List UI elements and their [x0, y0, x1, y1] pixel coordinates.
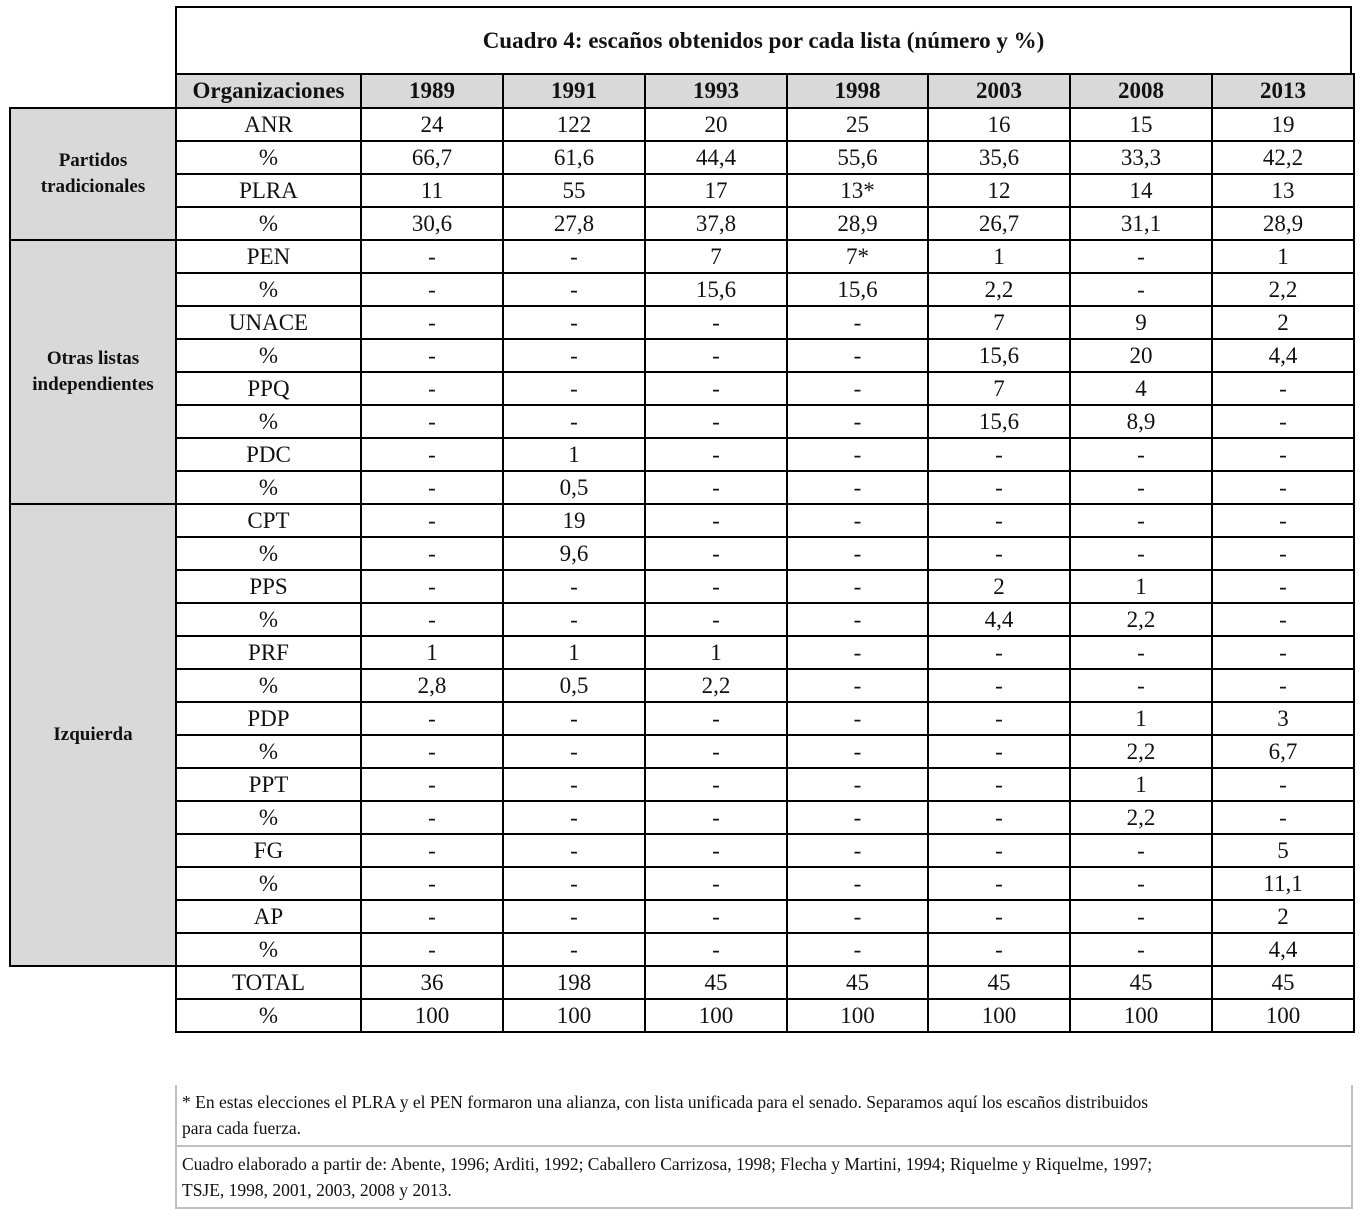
cell-value: - [928, 834, 1070, 867]
cell-value: - [928, 900, 1070, 933]
table-row [176, 933, 1354, 966]
source-line1: Cuadro elaborado a partir de: Abente, 1996; Arditi, 1992; Caballero Carrizosa, 1998; Flecha y Martini, 1994; Riquelme y Riquelme, 1997; [182, 1154, 1153, 1174]
cell-value: 19 [1212, 108, 1354, 141]
row-organization: PPT [176, 768, 361, 801]
table-row [176, 702, 1354, 735]
cell-value: 9,6 [503, 537, 645, 570]
table-row [176, 372, 1354, 405]
cell-value: - [928, 504, 1070, 537]
cell-value: 42,2 [1212, 141, 1354, 174]
table-row [176, 603, 1354, 636]
cell-value: - [1070, 834, 1212, 867]
table-row [176, 867, 1354, 900]
cell-value: 11 [361, 174, 503, 207]
table-row [176, 405, 1354, 438]
footnote [175, 1085, 1353, 1147]
cell-value: - [928, 768, 1070, 801]
cell-value: 28,9 [1212, 207, 1354, 240]
cell-value: - [503, 603, 645, 636]
header-year: 2013 [1212, 74, 1354, 108]
cell-value: 100 [503, 999, 645, 1032]
cell-value: - [787, 570, 928, 603]
cell-value: - [645, 735, 787, 768]
table-row [176, 339, 1354, 372]
table-row [176, 207, 1354, 240]
cell-value: - [1212, 372, 1354, 405]
cell-value: - [361, 372, 503, 405]
cell-value: 44,4 [645, 141, 787, 174]
cell-value: 1 [928, 240, 1070, 273]
cell-value: 2,2 [928, 273, 1070, 306]
cell-value: - [645, 405, 787, 438]
cell-value: 7* [787, 240, 928, 273]
row-organization: PDP [176, 702, 361, 735]
cell-value: 1 [503, 438, 645, 471]
table-row [176, 504, 1354, 537]
table-row [176, 834, 1354, 867]
cell-value: - [1070, 933, 1212, 966]
cell-value: - [787, 405, 928, 438]
cell-value: 4,4 [1212, 933, 1354, 966]
table-row [176, 999, 1354, 1032]
cell-value: - [1212, 603, 1354, 636]
cell-value: 0,5 [503, 471, 645, 504]
cell-value: - [1212, 405, 1354, 438]
cell-value: - [787, 306, 928, 339]
row-organization: PDC [176, 438, 361, 471]
cell-value: - [503, 834, 645, 867]
cell-value: - [645, 471, 787, 504]
cell-value: 100 [361, 999, 503, 1032]
seats-table [175, 73, 1355, 1033]
cell-value: - [503, 702, 645, 735]
cell-value: - [1212, 504, 1354, 537]
cell-value: 2 [1212, 306, 1354, 339]
cell-value: - [645, 306, 787, 339]
row-organization: UNACE [176, 306, 361, 339]
cell-value: - [787, 372, 928, 405]
cell-value: - [361, 702, 503, 735]
cell-value: 1 [1070, 768, 1212, 801]
cell-value: 2 [1212, 900, 1354, 933]
row-organization: % [176, 537, 361, 570]
cell-value: - [1070, 669, 1212, 702]
cell-value: 100 [787, 999, 928, 1032]
cell-value: 15 [1070, 108, 1212, 141]
cell-value: 2,2 [1212, 273, 1354, 306]
cell-value: - [645, 867, 787, 900]
cell-value: - [645, 702, 787, 735]
cell-value: 8,9 [1070, 405, 1212, 438]
cell-value: 100 [1070, 999, 1212, 1032]
cell-value: - [928, 438, 1070, 471]
cell-value: - [787, 867, 928, 900]
cell-value: - [787, 768, 928, 801]
row-organization: % [176, 273, 361, 306]
cell-value: 15,6 [787, 273, 928, 306]
cell-value: - [503, 900, 645, 933]
cell-value: - [503, 339, 645, 372]
cell-value: - [361, 471, 503, 504]
row-organization: % [176, 735, 361, 768]
cell-value: 20 [645, 108, 787, 141]
cell-value: - [645, 537, 787, 570]
source-line2: TSJE, 1998, 2001, 2003, 2008 y 2013. [182, 1180, 452, 1200]
header-year: 1993 [645, 74, 787, 108]
cell-value: 100 [645, 999, 787, 1032]
cell-value: - [361, 273, 503, 306]
header-year: 1989 [361, 74, 503, 108]
cell-value: 2,2 [1070, 735, 1212, 768]
cell-value: 15,6 [928, 405, 1070, 438]
group-label-line2: tradicionales [40, 176, 146, 197]
cell-value: - [787, 603, 928, 636]
cell-value: - [1212, 636, 1354, 669]
cell-value: - [928, 933, 1070, 966]
row-organization: % [176, 141, 361, 174]
row-organization: % [176, 339, 361, 372]
table-row [176, 471, 1354, 504]
cell-value: - [787, 669, 928, 702]
row-organization: AP [176, 900, 361, 933]
table-row [176, 636, 1354, 669]
cell-value: 4,4 [1212, 339, 1354, 372]
cell-value: - [361, 438, 503, 471]
cell-value: - [787, 834, 928, 867]
group-label-line1: Partidos [58, 150, 128, 171]
cell-value: - [787, 702, 928, 735]
cell-value: - [1070, 900, 1212, 933]
cell-value: - [787, 339, 928, 372]
cell-value: - [361, 339, 503, 372]
cell-value: - [928, 702, 1070, 735]
cell-value: - [361, 240, 503, 273]
row-organization: % [176, 933, 361, 966]
cell-value: 198 [503, 966, 645, 999]
cell-value: 4,4 [928, 603, 1070, 636]
cell-value: - [928, 537, 1070, 570]
cell-value: 27,8 [503, 207, 645, 240]
cell-value: 12 [928, 174, 1070, 207]
cell-value: 3 [1212, 702, 1354, 735]
cell-value: - [361, 603, 503, 636]
table-row [176, 141, 1354, 174]
cell-value: - [928, 471, 1070, 504]
cell-value: - [645, 438, 787, 471]
cell-value: 45 [787, 966, 928, 999]
cell-value: - [1212, 537, 1354, 570]
cell-value: - [503, 801, 645, 834]
header-year: 1991 [503, 74, 645, 108]
cell-value: 100 [1212, 999, 1354, 1032]
cell-value: - [503, 933, 645, 966]
group-label-line1: Otras listas [46, 348, 140, 369]
cell-value: 20 [1070, 339, 1212, 372]
cell-value: - [928, 669, 1070, 702]
cell-value: - [503, 735, 645, 768]
row-organization: % [176, 471, 361, 504]
row-organization: PLRA [176, 174, 361, 207]
cell-value: 11,1 [1212, 867, 1354, 900]
cell-value: - [1212, 438, 1354, 471]
cell-value: 13* [787, 174, 928, 207]
row-organization: FG [176, 834, 361, 867]
cell-value: 24 [361, 108, 503, 141]
row-organization: % [176, 801, 361, 834]
cell-value: - [1070, 240, 1212, 273]
footnote-line1: * En estas elecciones el PLRA y el PEN formaron una alianza, con lista unificada para el senado. Separamos aquí los escaños distribuidos [182, 1092, 1149, 1112]
table-notes [175, 1085, 1353, 1209]
table-row [176, 735, 1354, 768]
cell-value: - [503, 867, 645, 900]
table-row [176, 801, 1354, 834]
cell-value: 30,6 [361, 207, 503, 240]
cell-value: 33,3 [1070, 141, 1212, 174]
cell-value: 9 [1070, 306, 1212, 339]
cell-value: 66,7 [361, 141, 503, 174]
cell-value: 61,6 [503, 141, 645, 174]
cell-value: - [361, 735, 503, 768]
cell-value: 2,2 [1070, 603, 1212, 636]
cell-value: 55 [503, 174, 645, 207]
row-organization: % [176, 207, 361, 240]
cell-value: 28,9 [787, 207, 928, 240]
cell-value: - [361, 405, 503, 438]
cell-value: - [1070, 438, 1212, 471]
table-row [176, 273, 1354, 306]
table-row [176, 240, 1354, 273]
cell-value: 25 [787, 108, 928, 141]
row-organization: PRF [176, 636, 361, 669]
table-row [176, 306, 1354, 339]
cell-value: - [503, 768, 645, 801]
cell-value: 7 [928, 372, 1070, 405]
table-row [176, 768, 1354, 801]
cell-value: 37,8 [645, 207, 787, 240]
cell-value: - [503, 570, 645, 603]
cell-value: - [787, 933, 928, 966]
table-row [176, 108, 1354, 141]
cell-value: - [928, 867, 1070, 900]
cell-value: - [503, 273, 645, 306]
cell-value: 0,5 [503, 669, 645, 702]
cell-value: - [645, 570, 787, 603]
cell-value: 1 [503, 636, 645, 669]
cell-value: 1 [1212, 240, 1354, 273]
cell-value: - [787, 438, 928, 471]
table-row [176, 669, 1354, 702]
cell-value: 26,7 [928, 207, 1070, 240]
cell-value: 2 [928, 570, 1070, 603]
header-organizaciones: Organizaciones [176, 74, 361, 108]
cell-value: 6,7 [1212, 735, 1354, 768]
cell-value: - [645, 603, 787, 636]
group-partidos-tradicionales [9, 107, 175, 241]
source-note [175, 1147, 1353, 1209]
cell-value: - [787, 801, 928, 834]
cell-value: 45 [645, 966, 787, 999]
cell-value: - [645, 834, 787, 867]
cell-value: - [645, 801, 787, 834]
cell-value: 55,6 [787, 141, 928, 174]
cell-value: - [1212, 570, 1354, 603]
row-organization: % [176, 405, 361, 438]
header-year: 1998 [787, 74, 928, 108]
row-organization: TOTAL [176, 966, 361, 999]
cell-value: - [1070, 273, 1212, 306]
cell-value: - [1070, 504, 1212, 537]
row-organization: PEN [176, 240, 361, 273]
cell-value: 1 [1070, 570, 1212, 603]
cell-value: - [361, 570, 503, 603]
cell-value: 2,8 [361, 669, 503, 702]
cell-value: - [361, 768, 503, 801]
group-label-line1: Izquierda [53, 724, 133, 745]
cell-value: - [361, 834, 503, 867]
row-organization: ANR [176, 108, 361, 141]
row-organization: % [176, 669, 361, 702]
cell-value: 31,1 [1070, 207, 1212, 240]
table-row [176, 174, 1354, 207]
cell-value: - [787, 636, 928, 669]
cell-value: 5 [1212, 834, 1354, 867]
table-title: Cuadro 4: escaños obtenidos por cada lista (número y %) [175, 6, 1352, 73]
table-row [176, 570, 1354, 603]
cell-value: - [645, 900, 787, 933]
cell-value: - [503, 405, 645, 438]
cell-value: - [361, 801, 503, 834]
table-row [176, 537, 1354, 570]
cell-value: 4 [1070, 372, 1212, 405]
cell-value: 7 [645, 240, 787, 273]
header-year: 2008 [1070, 74, 1212, 108]
cell-value: - [361, 504, 503, 537]
cell-value: - [503, 306, 645, 339]
cell-value: - [645, 339, 787, 372]
cell-value: - [503, 240, 645, 273]
row-organization: PPQ [176, 372, 361, 405]
cell-value: - [1070, 636, 1212, 669]
cell-value: - [645, 372, 787, 405]
cell-value: - [787, 504, 928, 537]
cell-value: 15,6 [645, 273, 787, 306]
cell-value: - [787, 471, 928, 504]
cell-value: 45 [1070, 966, 1212, 999]
cell-value: 45 [1212, 966, 1354, 999]
row-organization: % [176, 603, 361, 636]
cell-value: 1 [1070, 702, 1212, 735]
cell-value: 19 [503, 504, 645, 537]
header-row [176, 74, 1354, 108]
cell-value: - [361, 933, 503, 966]
row-organization: % [176, 999, 361, 1032]
cell-value: - [787, 735, 928, 768]
row-organization: % [176, 867, 361, 900]
table-row [176, 438, 1354, 471]
cell-value: 17 [645, 174, 787, 207]
row-organization: CPT [176, 504, 361, 537]
cell-value: - [787, 537, 928, 570]
cell-value: 122 [503, 108, 645, 141]
cell-value: - [361, 900, 503, 933]
footnote-line2: para cada fuerza. [182, 1118, 301, 1138]
cell-value: - [645, 504, 787, 537]
cell-value: - [1212, 768, 1354, 801]
cell-value: - [361, 537, 503, 570]
cell-value: - [645, 768, 787, 801]
cell-value: 16 [928, 108, 1070, 141]
cell-value: - [1070, 537, 1212, 570]
table-row [176, 900, 1354, 933]
cell-value: 14 [1070, 174, 1212, 207]
cell-value: - [1070, 471, 1212, 504]
cell-value: - [361, 867, 503, 900]
cell-value: - [928, 735, 1070, 768]
group-otras-listas [9, 239, 175, 505]
cell-value: 36 [361, 966, 503, 999]
cell-value: - [928, 801, 1070, 834]
table-row [176, 966, 1354, 999]
cell-value: - [361, 306, 503, 339]
cell-value: 1 [645, 636, 787, 669]
cell-value: - [928, 636, 1070, 669]
cell-value: - [1212, 471, 1354, 504]
cell-value: - [787, 900, 928, 933]
cell-value: 1 [361, 636, 503, 669]
group-label-line2: independientes [32, 374, 154, 395]
cell-value: - [503, 372, 645, 405]
cell-value: 13 [1212, 174, 1354, 207]
row-organization: PPS [176, 570, 361, 603]
cell-value: 2,2 [645, 669, 787, 702]
cell-value: 100 [928, 999, 1070, 1032]
cell-value: - [645, 933, 787, 966]
cell-value: 7 [928, 306, 1070, 339]
cell-value: - [1212, 801, 1354, 834]
cell-value: 45 [928, 966, 1070, 999]
cell-value: 35,6 [928, 141, 1070, 174]
cell-value: 15,6 [928, 339, 1070, 372]
cell-value: - [1070, 867, 1212, 900]
header-year: 2003 [928, 74, 1070, 108]
group-izquierda [9, 503, 175, 967]
cell-value: - [1212, 669, 1354, 702]
cell-value: 2,2 [1070, 801, 1212, 834]
